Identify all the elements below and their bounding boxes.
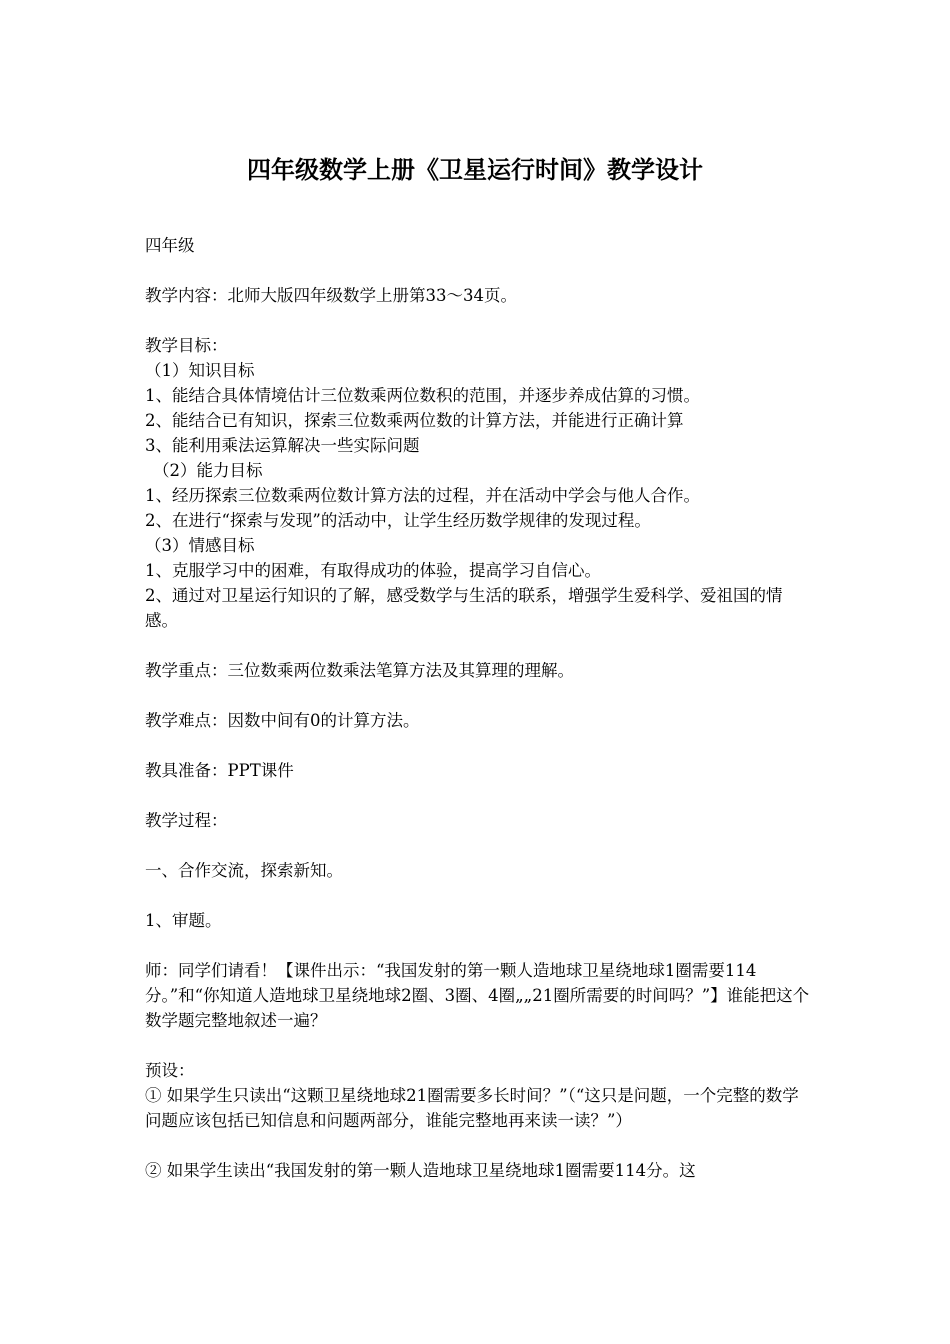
document-title: 四年级数学上册《卫星运行时间》教学设计	[247, 156, 703, 184]
emotion-objective-item: 2、通过对卫星运行知识的了解，感受数学与生活的联系，增强学生爱科学、爱祖国的情感。	[145, 586, 783, 630]
materials-line: 教具准备：PPT课件	[145, 761, 294, 780]
objectives-heading: 教学目标：	[145, 336, 228, 355]
content-line: 教学内容：北师大版四年级数学上册第33～34页。	[145, 286, 517, 305]
grade-line: 四年级	[145, 236, 195, 255]
key-point-line: 教学重点：三位数乘两位数乘法笔算方法及其算理的理解。	[145, 661, 574, 680]
process-heading: 教学过程：	[145, 811, 228, 830]
preset-label: 预设：	[145, 1061, 195, 1080]
preset-item: ② 如果学生读出“我国发射的第一颗人造地球卫星绕地球1圈需要114分。这	[145, 1161, 696, 1180]
step-heading: 1、审题。	[145, 911, 222, 930]
teacher-paragraph: 师：同学们请看！【课件出示：“我国发射的第一颗人造地球卫星绕地球1圈需要114分。”和“你知道人造地球卫星绕地球2圈、3圈、4圈„„21圈所需要的时间吗？”】谁能把这个数学题完整地叙述一遍？	[145, 961, 810, 1030]
knowledge-objective-item: 2、能结合已有知识，探索三位数乘两位数的计算方法，并能进行正确计算	[145, 411, 684, 430]
section-heading: 一、合作交流，探索新知。	[145, 861, 343, 880]
ability-objective-item: 1、经历探索三位数乘两位数计算方法的过程，并在活动中学会与他人合作。	[145, 486, 700, 505]
knowledge-objective-label: （1）知识目标	[145, 361, 255, 380]
emotion-objective-item: 1、克服学习中的困难，有取得成功的体验，提高学习自信心。	[145, 561, 601, 580]
emotion-objective-label: （3）情感目标	[145, 536, 255, 555]
preset-item: ① 如果学生只读出“这颗卫星绕地球21圈需要多长时间？”（“这只是问题，一个完整的数学问题应该包括已知信息和问题两部分，谁能完整地再来读一读？”）	[145, 1086, 799, 1130]
knowledge-objective-item: 1、能结合具体情境估计三位数乘两位数积的范围，并逐步养成估算的习惯。	[145, 386, 700, 405]
document-body	[145, 233, 815, 1183]
difficulty-line: 教学难点：因数中间有0的计算方法。	[145, 711, 420, 730]
ability-objective-label: （2）能力目标	[153, 461, 263, 480]
knowledge-objective-item: 3、能利用乘法运算解决一些实际问题	[145, 436, 420, 455]
ability-objective-item: 2、在进行“探索与发现”的活动中，让学生经历数学规律的发现过程。	[145, 511, 651, 530]
